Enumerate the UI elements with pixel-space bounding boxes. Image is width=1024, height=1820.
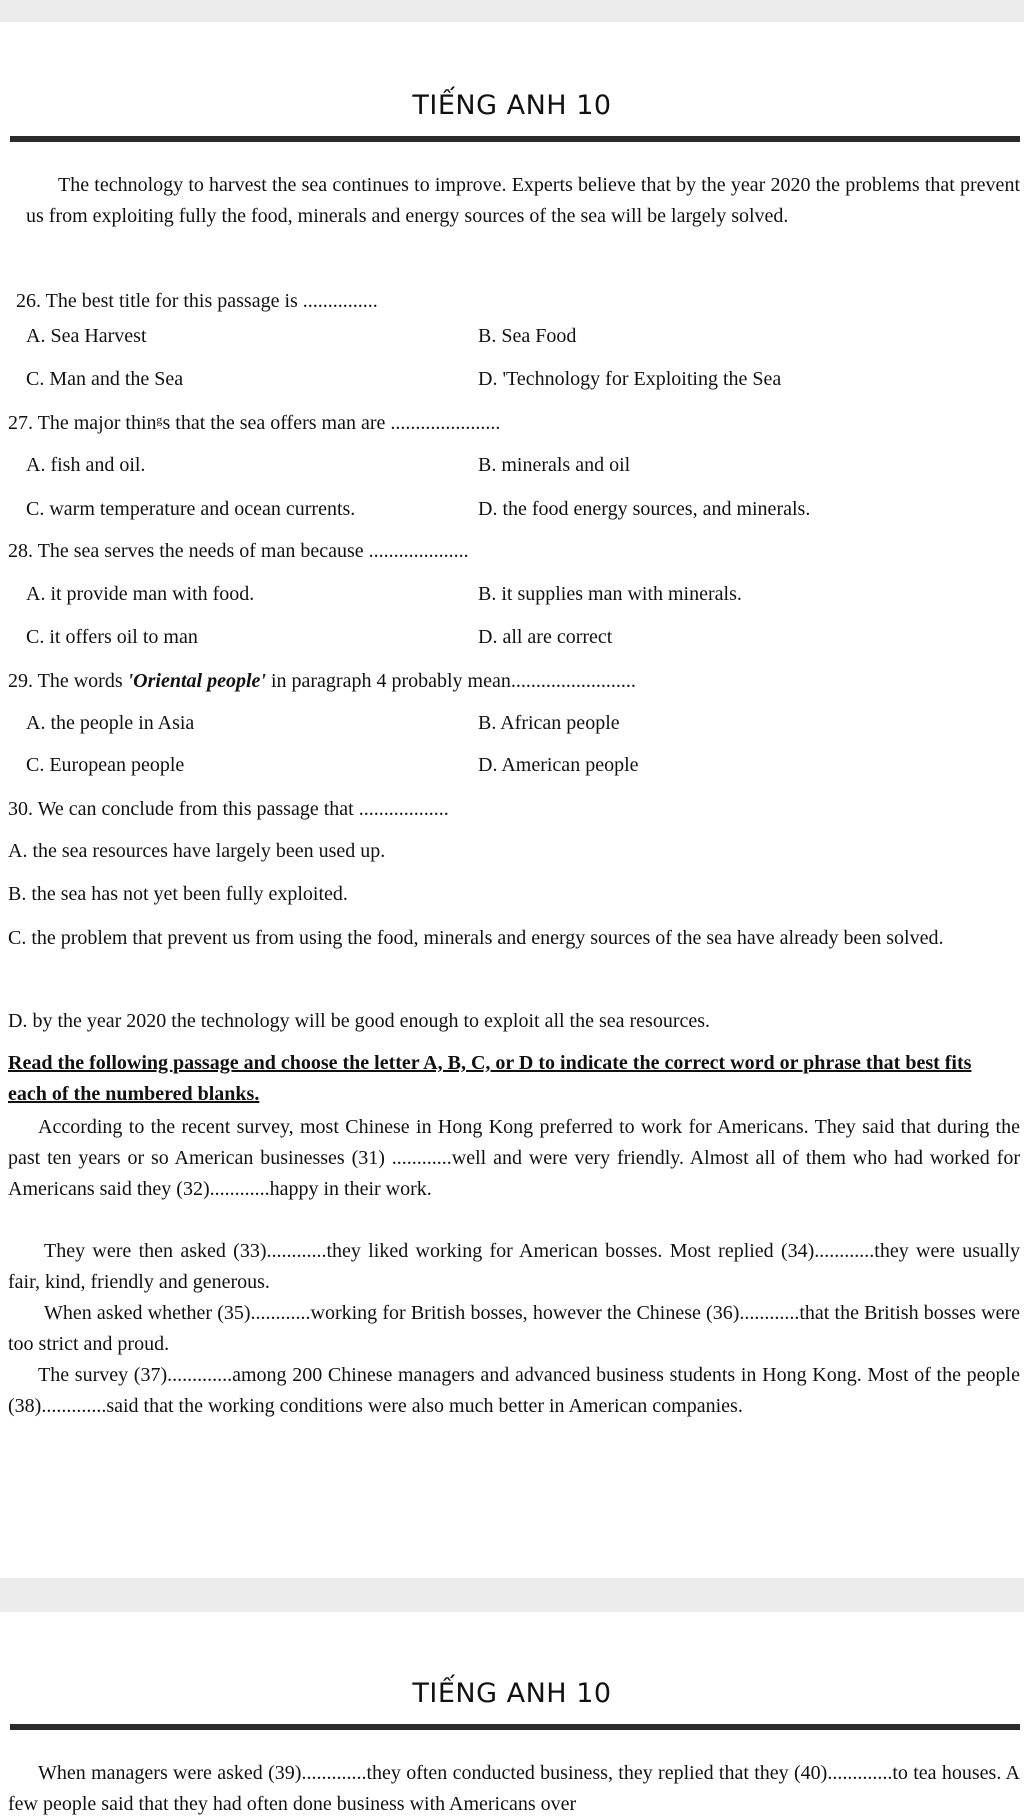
instruction-heading: Read the following passage and choose the letter A, B, C, or D to indicate the correct word or phrase that best fits each of the numbered blanks. xyxy=(8,1052,972,1105)
passage-paragraph-1: According to the recent survey, most Chinese in Hong Kong preferred to work for Americans. They said that during the past ten years or so American businesses (31) ............well and were very friendly. Almost all of them who had worked for Americans said they (32)............happy in their work. xyxy=(8,1116,1020,1200)
q29-option-c: C. European people xyxy=(26,754,185,776)
page-header: TIẾNG ANH 10 xyxy=(412,90,612,121)
emphasized-term: 'Oriental people' xyxy=(127,670,266,692)
q29-option-d: D. American people xyxy=(478,754,639,776)
q26-option-c: C. Man and the Sea xyxy=(26,368,184,390)
q30-option-d: D. by the year 2020 the technology will be good enough to exploit all the sea resources. xyxy=(8,1010,711,1032)
header-rule xyxy=(10,1724,1020,1730)
q29-option-b: B. African people xyxy=(478,712,620,734)
q27-option-b: B. minerals and oil xyxy=(478,454,631,476)
passage-paragraph-4: The survey (37).............among 200 Chinese managers and advanced business students in Hong Kong. Most of the people (38).............said that the working conditions were also much better in American companies. xyxy=(8,1364,1020,1417)
question-28-stem: 28. The sea serves the needs of man because .................... xyxy=(8,540,469,562)
q30-option-b: B. the sea has not yet been fully exploited. xyxy=(8,883,348,905)
q28-option-b: B. it supplies man with minerals. xyxy=(478,583,742,605)
passage-paragraph-2: They were then asked (33)............they liked working for American bosses. Most replied (34)............they were usually fair, kind, friendly and generous. xyxy=(8,1240,1020,1293)
document-page-1 xyxy=(0,22,1024,1578)
question-26-stem: 26. The best title for this passage is ............... xyxy=(16,290,378,312)
page-header: TIẾNG ANH 10 xyxy=(412,1678,612,1709)
q28-option-d: D. all are correct xyxy=(478,626,613,648)
question-30-stem: 30. We can conclude from this passage that .................. xyxy=(8,798,449,820)
q29-option-a: A. the people in Asia xyxy=(26,712,195,734)
question-27-stem: 27. The major thinᵍs that the sea offers man are ...................... xyxy=(8,412,501,434)
q27-option-a: A. fish and oil. xyxy=(26,454,146,476)
passage-paragraph-5: When managers were asked (39).............they often conducted business, they replied that they (40).............to tea houses. A few people said that they had often done business with Americans over xyxy=(8,1762,1020,1815)
q26-option-d: D. 'Technology for Exploiting the Sea xyxy=(478,368,782,390)
question-29-stem: 29. The words 'Oriental people' in paragraph 4 probably mean......................... xyxy=(8,670,636,692)
q26-option-b: B. Sea Food xyxy=(478,325,577,347)
q28-option-c: C. it offers oil to man xyxy=(26,626,198,648)
q28-option-a: A. it provide man with food. xyxy=(26,583,255,605)
q30-option-a: A. the sea resources have largely been used up. xyxy=(8,840,386,862)
intro-paragraph: The technology to harvest the sea continues to improve. Experts believe that by the year 2020 the problems that prevent us from exploiting fully the food, minerals and energy sources of the sea will be largely solved. xyxy=(26,174,1020,227)
q26-option-a: A. Sea Harvest xyxy=(26,325,147,347)
passage-paragraph-3: When asked whether (35)............working for British bosses, however the Chinese (36)............that the British bosses were too strict and proud. xyxy=(8,1302,1020,1355)
document-page-2 xyxy=(0,1612,1024,1820)
q30-option-c: C. the problem that prevent us from using the food, minerals and energy sources of the sea have already been solved. xyxy=(8,927,944,949)
q27-option-d: D. the food energy sources, and minerals. xyxy=(478,498,811,520)
q27-option-c: C. warm temperature and ocean currents. xyxy=(26,498,356,520)
header-rule xyxy=(10,136,1020,142)
